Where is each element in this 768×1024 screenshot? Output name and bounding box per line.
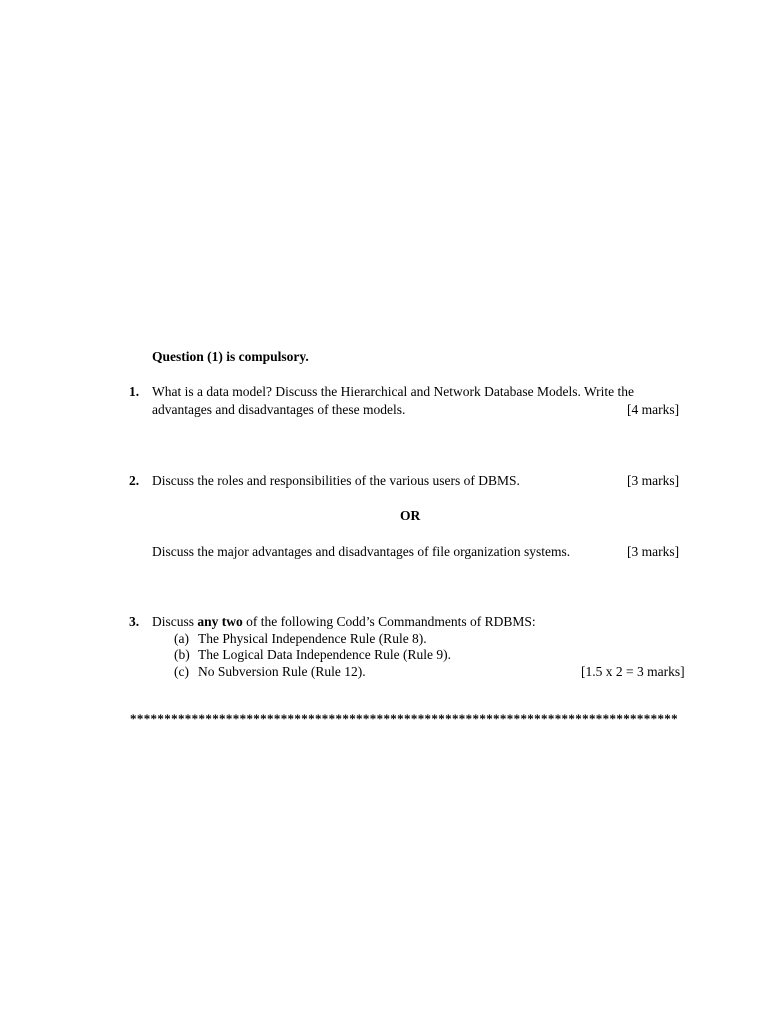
question-1-marks: [4 marks]	[627, 402, 680, 417]
question-2-text: Discuss the roles and responsibilities of the various users of DBMS.	[152, 473, 520, 488]
question-2-marks: [3 marks]	[627, 473, 680, 488]
end-asterisk-rule: ********************************************************************************	[130, 711, 678, 726]
question-3-text-bold: any two	[197, 614, 243, 629]
question-3-item-c-label: (c)	[174, 664, 189, 679]
question-2-alt-marks: [3 marks]	[627, 544, 680, 559]
question-1-number: 1.	[129, 384, 140, 399]
question-1-line-2: advantages and disadvantages of these models.	[152, 402, 406, 417]
question-3-item-b-text: The Logical Data Independence Rule (Rule 9).	[198, 647, 452, 662]
question-2-alt-text: Discuss the major advantages and disadvantages of file organization systems.	[152, 544, 571, 559]
instruction-heading: Question (1) is compulsory.	[152, 349, 309, 364]
question-3-text-before: Discuss	[152, 614, 198, 629]
question-3-text-after: of the following Codd’s Commandments of RDBMS:	[242, 614, 536, 629]
question-3-item-c-text: No Subversion Rule (Rule 12).	[198, 664, 366, 679]
question-3-number: 3.	[129, 614, 140, 629]
question-3-item-a-label: (a)	[174, 631, 189, 646]
or-separator: OR	[400, 508, 421, 523]
question-3-item-b-label: (b)	[174, 647, 190, 662]
question-3-item-a-text: The Physical Independence Rule (Rule 8).	[198, 631, 427, 646]
question-3-marks: [1.5 x 2 = 3 marks]	[581, 664, 685, 679]
question-1-line-1: What is a data model? Discuss the Hierarchical and Network Database Models. Write the	[152, 384, 635, 399]
question-2-number: 2.	[129, 473, 140, 488]
question-3-text	[152, 613, 536, 630]
